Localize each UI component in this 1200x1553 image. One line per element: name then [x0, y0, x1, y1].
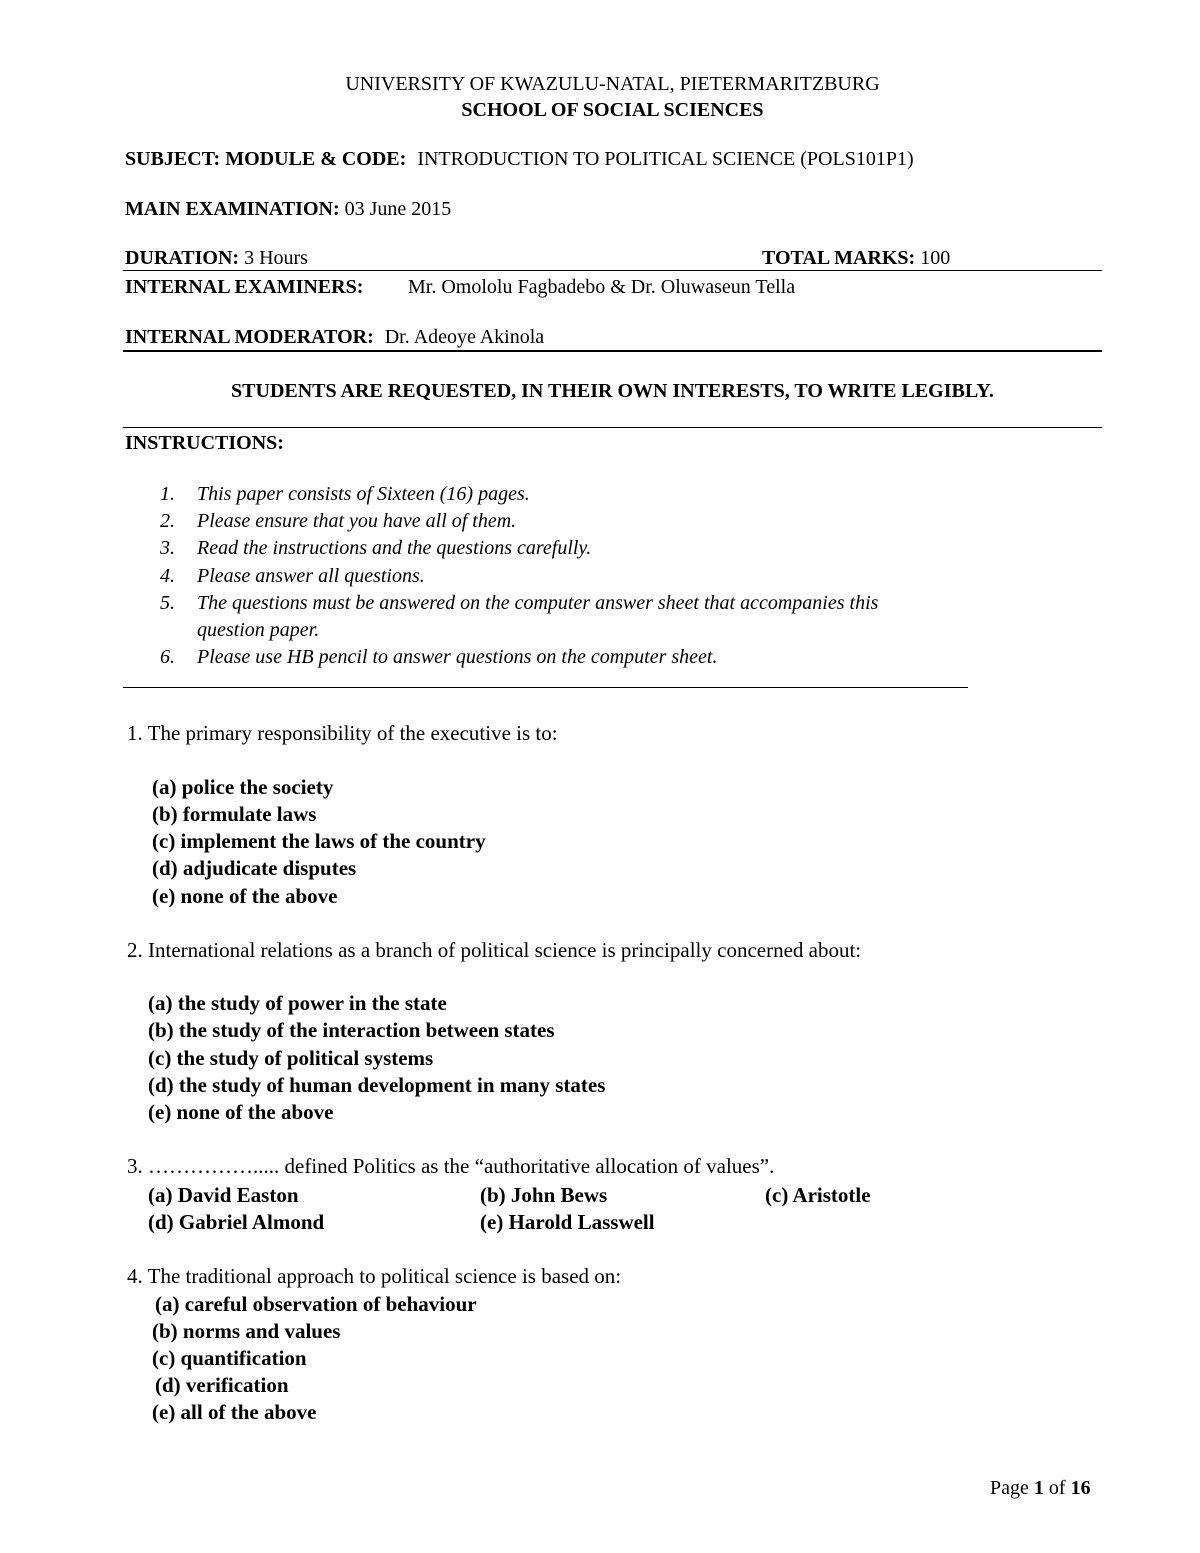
question-4-option-a: (a) careful observation of behaviour [155, 1292, 477, 1316]
duration-line [125, 246, 308, 270]
exam-label: MAIN EXAMINATION: [125, 198, 340, 220]
subject-value: INTRODUCTION TO POLITICAL SCIENCE (POLS101P1) [417, 148, 914, 170]
instruction-item: This paper consists of Sixteen (16) pages. [197, 483, 530, 505]
page-prefix: Page [990, 1477, 1029, 1499]
question-2-option-a: (a) the study of power in the state [148, 991, 447, 1015]
question-4-option-c: (c) quantification [152, 1346, 307, 1370]
question-3-option-c: (c) Aristotle [765, 1183, 871, 1207]
divider-1 [123, 270, 1102, 271]
legibility-notice: STUDENTS ARE REQUESTED, IN THEIR OWN INTERESTS, TO WRITE LEGIBLY. [231, 380, 994, 402]
examiners-line [125, 275, 363, 299]
subject-line [125, 147, 914, 171]
question-3-option-a: (a) David Easton [148, 1183, 299, 1207]
question-3-option-e: (e) Harold Lasswell [480, 1210, 655, 1234]
question-2-option-b: (b) the study of the interaction between states [148, 1018, 555, 1042]
question-1-option-d: (d) adjudicate disputes [152, 856, 357, 880]
total-marks-line [762, 246, 950, 270]
examiners-label: INTERNAL EXAMINERS: [125, 276, 364, 298]
duration-value: 3 Hours [244, 247, 308, 269]
instruction-number: 5. [160, 592, 175, 614]
school-title: SCHOOL OF SOCIAL SCIENCES [461, 99, 764, 121]
page-current: 1 [1033, 1477, 1044, 1499]
question-4-stem: 4. The traditional approach to political science is based on: [127, 1264, 622, 1288]
instruction-item-continued: question paper. [197, 619, 320, 641]
instruction-number: 6. [160, 646, 175, 668]
question-3-option-d: (d) Gabriel Almond [148, 1210, 325, 1234]
question-3-stem: 3. ……………..... defined Politics as the “authoritative allocation of values”. [127, 1154, 775, 1178]
university-title: UNIVERSITY OF KWAZULU-NATAL, PIETERMARITZBURG [345, 73, 880, 95]
question-4-option-d: (d) verification [155, 1373, 289, 1397]
question-1-stem: 1. The primary responsibility of the executive is to: [127, 721, 558, 745]
instructions-heading: INSTRUCTIONS: [125, 432, 284, 454]
page-number [990, 1476, 1091, 1500]
question-4-option-e: (e) all of the above [152, 1400, 317, 1424]
instruction-item: Please answer all questions. [197, 565, 425, 587]
moderator-line [125, 325, 544, 349]
question-4-option-b: (b) norms and values [152, 1319, 341, 1343]
exam-date-line [125, 197, 451, 221]
page-total: 16 [1070, 1477, 1091, 1499]
question-3-option-b: (b) John Bews [480, 1183, 608, 1207]
question-2-option-c: (c) the study of political systems [148, 1046, 434, 1070]
exam-value: 03 June 2015 [344, 198, 452, 220]
instruction-number: 4. [160, 565, 175, 587]
instruction-number: 2. [160, 510, 175, 532]
question-2-option-d: (d) the study of human development in many states [148, 1073, 606, 1097]
question-1-option-b: (b) formulate laws [152, 802, 317, 826]
question-1-option-e: (e) none of the above [152, 884, 338, 908]
divider-3 [123, 427, 1102, 428]
subject-label: SUBJECT: MODULE & CODE: [125, 148, 407, 170]
question-2-option-e: (e) none of the above [148, 1100, 334, 1124]
page-of: of [1048, 1477, 1066, 1499]
divider-2 [123, 350, 1102, 352]
instruction-item: Please use HB pencil to answer questions on the computer sheet. [197, 646, 718, 668]
question-1-option-a: (a) police the society [152, 775, 334, 799]
examiners-value: Mr. Omololu Fagbadebo & Dr. Oluwaseun Tella [408, 276, 796, 298]
question-1-option-c: (c) implement the laws of the country [152, 829, 486, 853]
moderator-value: Dr. Adeoye Akinola [384, 326, 545, 348]
divider-4 [123, 687, 968, 688]
marks-label: TOTAL MARKS: [762, 247, 916, 269]
duration-label: DURATION: [125, 247, 240, 269]
marks-value: 100 [920, 247, 951, 269]
instruction-number: 3. [160, 537, 175, 559]
question-2-stem: 2. International relations as a branch of political science is principally concerned about: [127, 938, 862, 962]
moderator-label: INTERNAL MODERATOR: [125, 326, 374, 348]
instruction-item: The questions must be answered on the computer answer sheet that accompanies this [197, 592, 879, 614]
instruction-number: 1. [160, 483, 175, 505]
instruction-item: Please ensure that you have all of them. [197, 510, 517, 532]
instruction-item: Read the instructions and the questions carefully. [197, 537, 592, 559]
